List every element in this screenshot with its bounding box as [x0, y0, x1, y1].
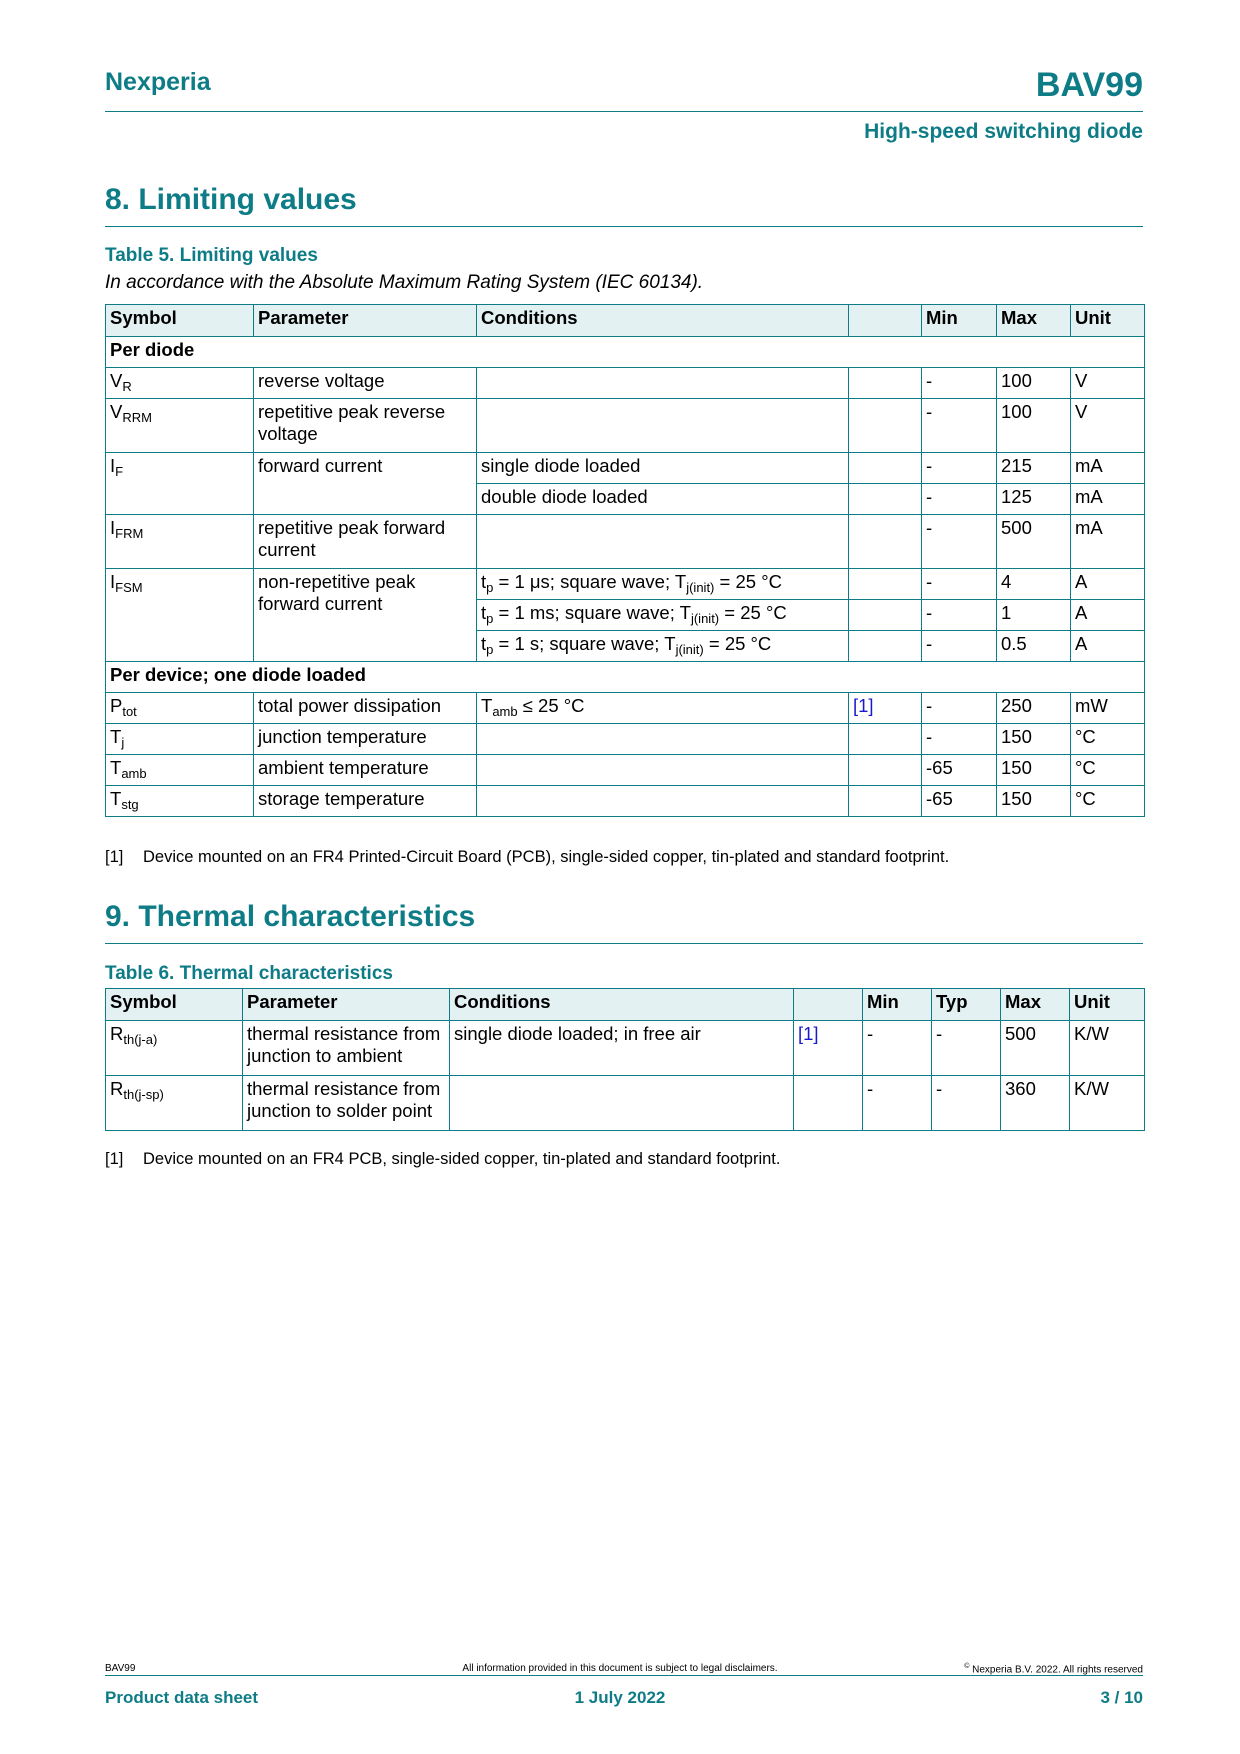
min-cell: -	[922, 368, 997, 399]
unit-cell: K/W	[1070, 1076, 1145, 1131]
max-cell: 150	[997, 786, 1071, 817]
footer-doc-type: Product data sheet	[105, 1688, 259, 1707]
max-cell: 125	[997, 484, 1071, 515]
symbol-cell: $R_{th(j-sp)}$	[106, 1076, 243, 1131]
symbol-cell: $I_F$	[106, 453, 254, 515]
header-ref	[794, 989, 863, 1021]
ref-cell	[849, 368, 922, 399]
conditions-cell: single diode loaded; in free air	[450, 1021, 794, 1076]
footnote-ref-link[interactable]: [1]	[849, 693, 922, 724]
ref-cell	[849, 515, 922, 569]
unit-cell: K/W	[1070, 1021, 1145, 1076]
unit-cell: A	[1071, 631, 1145, 662]
ref-cell	[794, 1076, 863, 1131]
max-cell: 1	[997, 600, 1071, 631]
parameter-cell: thermal resistance from junction to ambient	[243, 1021, 450, 1076]
header-min: Min	[922, 305, 997, 337]
min-cell: -65	[922, 755, 997, 786]
ref-cell	[849, 484, 922, 515]
table-row	[106, 453, 1145, 484]
conditions-cell	[477, 515, 849, 569]
conditions-cell: single diode loaded	[477, 453, 849, 484]
min-cell: -	[922, 569, 997, 600]
parameter-cell: ambient temperature	[254, 755, 477, 786]
header-ref	[849, 305, 922, 337]
header-divider	[105, 111, 1143, 112]
footnote-ref-link[interactable]: [1]	[794, 1021, 863, 1076]
footer-page-number: 3 / 10	[1100, 1688, 1143, 1707]
conditions-cell: $t_p = 1$ s; square wave; $T_{j(init)} = 25$ °C	[477, 631, 849, 662]
parameter-cell: forward current	[254, 453, 477, 515]
footer-date: 1 July 2022	[574, 1688, 666, 1707]
conditions-cell	[477, 724, 849, 755]
symbol-cell: $V_{RRM}$	[106, 399, 254, 453]
max-cell: 100	[997, 399, 1071, 453]
table-row	[106, 399, 1145, 453]
header-unit: Unit	[1071, 305, 1145, 337]
table-row	[106, 1021, 1145, 1076]
table-row	[106, 1076, 1145, 1131]
min-cell: -	[922, 515, 997, 569]
ref-cell	[849, 786, 922, 817]
ref-cell	[849, 600, 922, 631]
min-cell: -	[922, 631, 997, 662]
header-symbol: Symbol	[106, 305, 254, 337]
symbol-cell: $T_j$	[106, 724, 254, 755]
header-min: Min	[863, 989, 932, 1021]
section-8-title: 8. Limiting values	[105, 183, 357, 216]
unit-cell: mW	[1071, 693, 1145, 724]
min-cell: -	[922, 724, 997, 755]
symbol-cell: $I_{FSM}$	[106, 569, 254, 662]
group-label: Per diode	[106, 337, 1145, 368]
header-max: Max	[1001, 989, 1070, 1021]
symbol-cell: $V_R$	[106, 368, 254, 399]
unit-cell: A	[1071, 569, 1145, 600]
footer-doc-id: BAV99	[105, 1663, 136, 1674]
conditions-cell: $T_{amb} \le 25$ °C	[477, 693, 849, 724]
footnote-text: Device mounted on an FR4 PCB, single-sided copper, tin-plated and standard footprint.	[143, 1150, 781, 1168]
header-symbol: Symbol	[106, 989, 243, 1021]
group-label: Per device; one diode loaded	[106, 662, 1145, 693]
group-row	[106, 337, 1145, 368]
header-unit: Unit	[1070, 989, 1145, 1021]
unit-cell: mA	[1071, 453, 1145, 484]
conditions-cell	[477, 368, 849, 399]
table-5-note: In accordance with the Absolute Maximum Rating System (IEC 60134).	[105, 272, 704, 293]
max-cell: 500	[997, 515, 1071, 569]
symbol-cell: $T_{stg}$	[106, 786, 254, 817]
parameter-cell: storage temperature	[254, 786, 477, 817]
unit-cell: °C	[1071, 786, 1145, 817]
table-header-row	[106, 989, 1145, 1021]
ref-cell	[849, 631, 922, 662]
footer-copyright: © Nexperia B.V. 2022. All rights reserved	[964, 1663, 1143, 1676]
header-conditions: Conditions	[477, 305, 849, 337]
conditions-cell	[450, 1076, 794, 1131]
table-6-caption: Table 6. Thermal characteristics	[105, 963, 393, 984]
footer-divider	[105, 1675, 1143, 1676]
unit-cell: °C	[1071, 724, 1145, 755]
footnote-text: Device mounted on an FR4 Printed-Circuit Board (PCB), single-sided copper, tin-plated and standard footprint.	[143, 848, 950, 866]
conditions-cell: $t_p = 1$ μs; square wave; $T_{j(init)} = 25$ °C	[477, 569, 849, 600]
conditions-cell	[477, 755, 849, 786]
table-row	[106, 724, 1145, 755]
ref-cell	[849, 724, 922, 755]
ref-cell	[849, 453, 922, 484]
min-cell: -	[922, 399, 997, 453]
brand-name: Nexperia	[105, 68, 211, 96]
symbol-cell: $I_{FRM}$	[106, 515, 254, 569]
typ-cell: -	[932, 1021, 1001, 1076]
section-8-divider	[105, 226, 1143, 227]
thermal-characteristics-table	[105, 988, 1145, 1131]
footnote-number: [1]	[105, 848, 124, 866]
footer-disclaimer: All information provided in this document is subject to legal disclaimers.	[462, 1663, 778, 1674]
table-row	[106, 569, 1145, 600]
header-parameter: Parameter	[243, 989, 450, 1021]
table-row	[106, 693, 1145, 724]
parameter-cell: total power dissipation	[254, 693, 477, 724]
parameter-cell: junction temperature	[254, 724, 477, 755]
min-cell: -	[922, 693, 997, 724]
symbol-cell: $R_{th(j-a)}$	[106, 1021, 243, 1076]
max-cell: 360	[1001, 1076, 1070, 1131]
part-number: BAV99	[1035, 66, 1143, 104]
unit-cell: V	[1071, 399, 1145, 453]
document-subtitle: High-speed switching diode	[864, 120, 1143, 143]
table-row	[106, 368, 1145, 399]
min-cell: -	[863, 1076, 932, 1131]
max-cell: 215	[997, 453, 1071, 484]
section-9-divider	[105, 943, 1143, 944]
max-cell: 250	[997, 693, 1071, 724]
min-cell: -	[922, 453, 997, 484]
min-cell: -65	[922, 786, 997, 817]
max-cell: 150	[997, 724, 1071, 755]
min-cell: -	[863, 1021, 932, 1076]
parameter-cell: non-repetitive peak forward current	[254, 569, 477, 662]
unit-cell: mA	[1071, 484, 1145, 515]
unit-cell: V	[1071, 368, 1145, 399]
header-parameter: Parameter	[254, 305, 477, 337]
limiting-values-table	[105, 304, 1145, 817]
ref-cell	[849, 569, 922, 600]
typ-cell: -	[932, 1076, 1001, 1131]
max-cell: 150	[997, 755, 1071, 786]
min-cell: -	[922, 484, 997, 515]
unit-cell: mA	[1071, 515, 1145, 569]
table-row	[106, 786, 1145, 817]
table-5-caption: Table 5. Limiting values	[105, 245, 318, 266]
ref-cell	[849, 399, 922, 453]
table-row	[106, 755, 1145, 786]
footnote-number: [1]	[105, 1150, 124, 1168]
symbol-cell: $T_{amb}$	[106, 755, 254, 786]
parameter-cell: repetitive peak forward current	[254, 515, 477, 569]
table-row	[106, 515, 1145, 569]
conditions-cell: double diode loaded	[477, 484, 849, 515]
header-max: Max	[997, 305, 1071, 337]
table-5-footnote	[105, 848, 949, 867]
ref-cell	[849, 755, 922, 786]
max-cell: 500	[1001, 1021, 1070, 1076]
conditions-cell	[477, 399, 849, 453]
section-9-title: 9. Thermal characteristics	[105, 900, 476, 933]
group-row	[106, 662, 1145, 693]
symbol-cell: $P_{tot}$	[106, 693, 254, 724]
header-typ: Typ	[932, 989, 1001, 1021]
parameter-cell: thermal resistance from junction to solder point	[243, 1076, 450, 1131]
parameter-cell: reverse voltage	[254, 368, 477, 399]
max-cell: 0.5	[997, 631, 1071, 662]
max-cell: 4	[997, 569, 1071, 600]
parameter-cell: repetitive peak reverse voltage	[254, 399, 477, 453]
conditions-cell	[477, 786, 849, 817]
header-conditions: Conditions	[450, 989, 794, 1021]
max-cell: 100	[997, 368, 1071, 399]
unit-cell: °C	[1071, 755, 1145, 786]
unit-cell: A	[1071, 600, 1145, 631]
table-6-footnote	[105, 1150, 780, 1169]
conditions-cell: $t_p = 1$ ms; square wave; $T_{j(init)} = 25$ °C	[477, 600, 849, 631]
min-cell: -	[922, 600, 997, 631]
table-header-row	[106, 305, 1145, 337]
